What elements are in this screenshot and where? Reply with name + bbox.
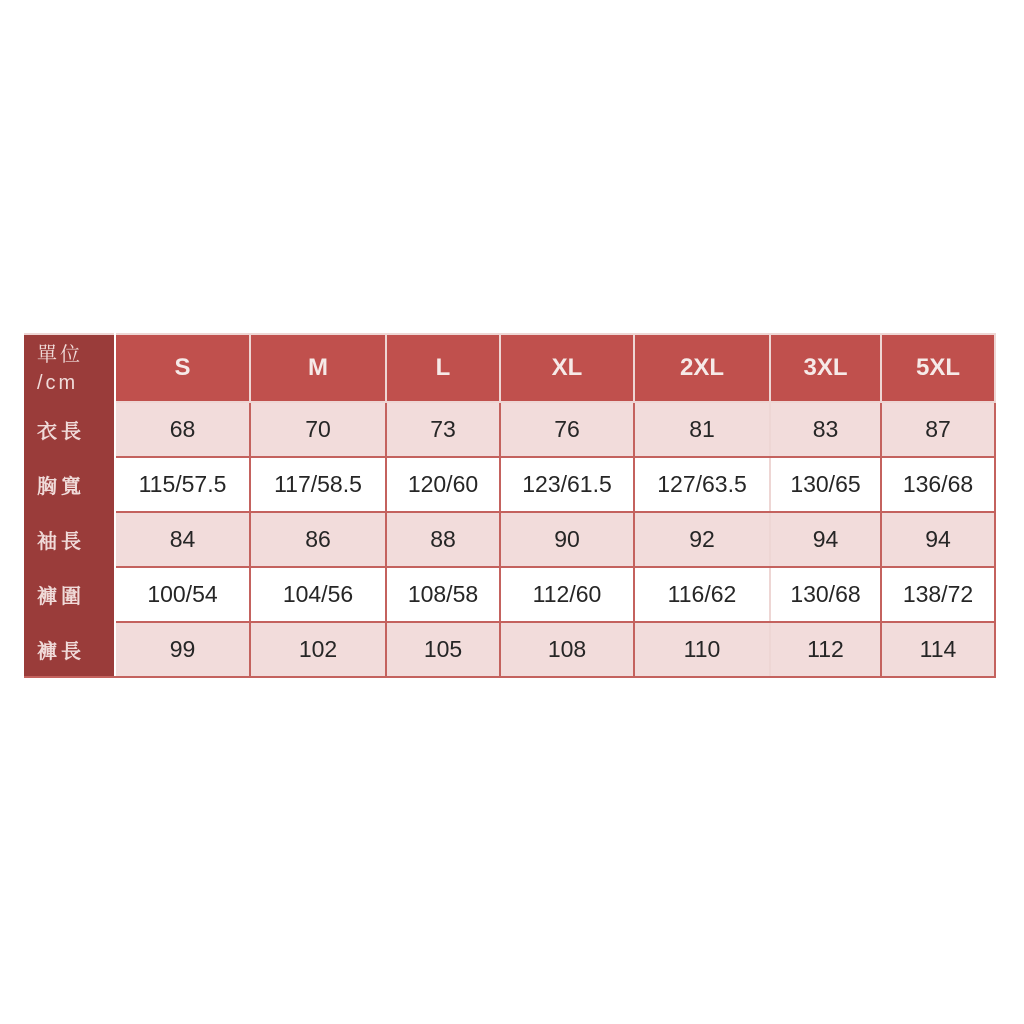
size-value-cell: 130/68 [770, 567, 881, 622]
size-chart-body [24, 402, 995, 677]
size-value-cell: 136/68 [881, 457, 995, 512]
table-row [24, 567, 995, 622]
size-value-cell: 70 [250, 402, 386, 457]
size-value-cell: 130/65 [770, 457, 881, 512]
size-value-cell: 123/61.5 [500, 457, 634, 512]
size-value-cell: 110 [634, 622, 770, 677]
size-value-cell: 108 [500, 622, 634, 677]
size-chart-table [24, 333, 996, 678]
size-column-header: 2XL [634, 334, 770, 402]
unit-header-line2: /cm [37, 371, 79, 394]
size-value-cell: 83 [770, 402, 881, 457]
size-column-header: XL [500, 334, 634, 402]
size-value-cell: 115/57.5 [115, 457, 250, 512]
size-value-cell: 73 [386, 402, 500, 457]
size-value-cell: 127/63.5 [634, 457, 770, 512]
row-label: 袖長 [24, 512, 115, 567]
size-column-header: L [386, 334, 500, 402]
size-value-cell: 92 [634, 512, 770, 567]
size-value-cell: 90 [500, 512, 634, 567]
size-column-header: S [115, 334, 250, 402]
unit-header-line1: 單位 [37, 343, 83, 366]
size-value-cell: 100/54 [115, 567, 250, 622]
size-value-cell: 68 [115, 402, 250, 457]
size-column-header: 5XL [881, 334, 995, 402]
size-value-cell: 138/72 [881, 567, 995, 622]
size-value-cell: 88 [386, 512, 500, 567]
size-value-cell: 81 [634, 402, 770, 457]
row-label: 衣長 [24, 402, 115, 457]
table-row [24, 402, 995, 457]
size-value-cell: 94 [881, 512, 995, 567]
size-value-cell: 94 [770, 512, 881, 567]
size-value-cell: 114 [881, 622, 995, 677]
size-value-cell: 84 [115, 512, 250, 567]
size-column-header: 3XL [770, 334, 881, 402]
row-label: 褲圍 [24, 567, 115, 622]
size-value-cell: 112 [770, 622, 881, 677]
size-value-cell: 86 [250, 512, 386, 567]
table-row [24, 512, 995, 567]
size-value-cell: 116/62 [634, 567, 770, 622]
size-chart-header-row [24, 334, 995, 402]
unit-header-cell [24, 334, 115, 402]
size-value-cell: 105 [386, 622, 500, 677]
size-chart [24, 333, 996, 678]
size-value-cell: 102 [250, 622, 386, 677]
size-column-header: M [250, 334, 386, 402]
size-value-cell: 87 [881, 402, 995, 457]
size-value-cell: 99 [115, 622, 250, 677]
row-label: 胸寬 [24, 457, 115, 512]
table-row [24, 457, 995, 512]
size-value-cell: 104/56 [250, 567, 386, 622]
row-label: 褲長 [24, 622, 115, 677]
size-value-cell: 117/58.5 [250, 457, 386, 512]
table-row [24, 622, 995, 677]
size-value-cell: 120/60 [386, 457, 500, 512]
size-value-cell: 112/60 [500, 567, 634, 622]
size-value-cell: 108/58 [386, 567, 500, 622]
size-value-cell: 76 [500, 402, 634, 457]
